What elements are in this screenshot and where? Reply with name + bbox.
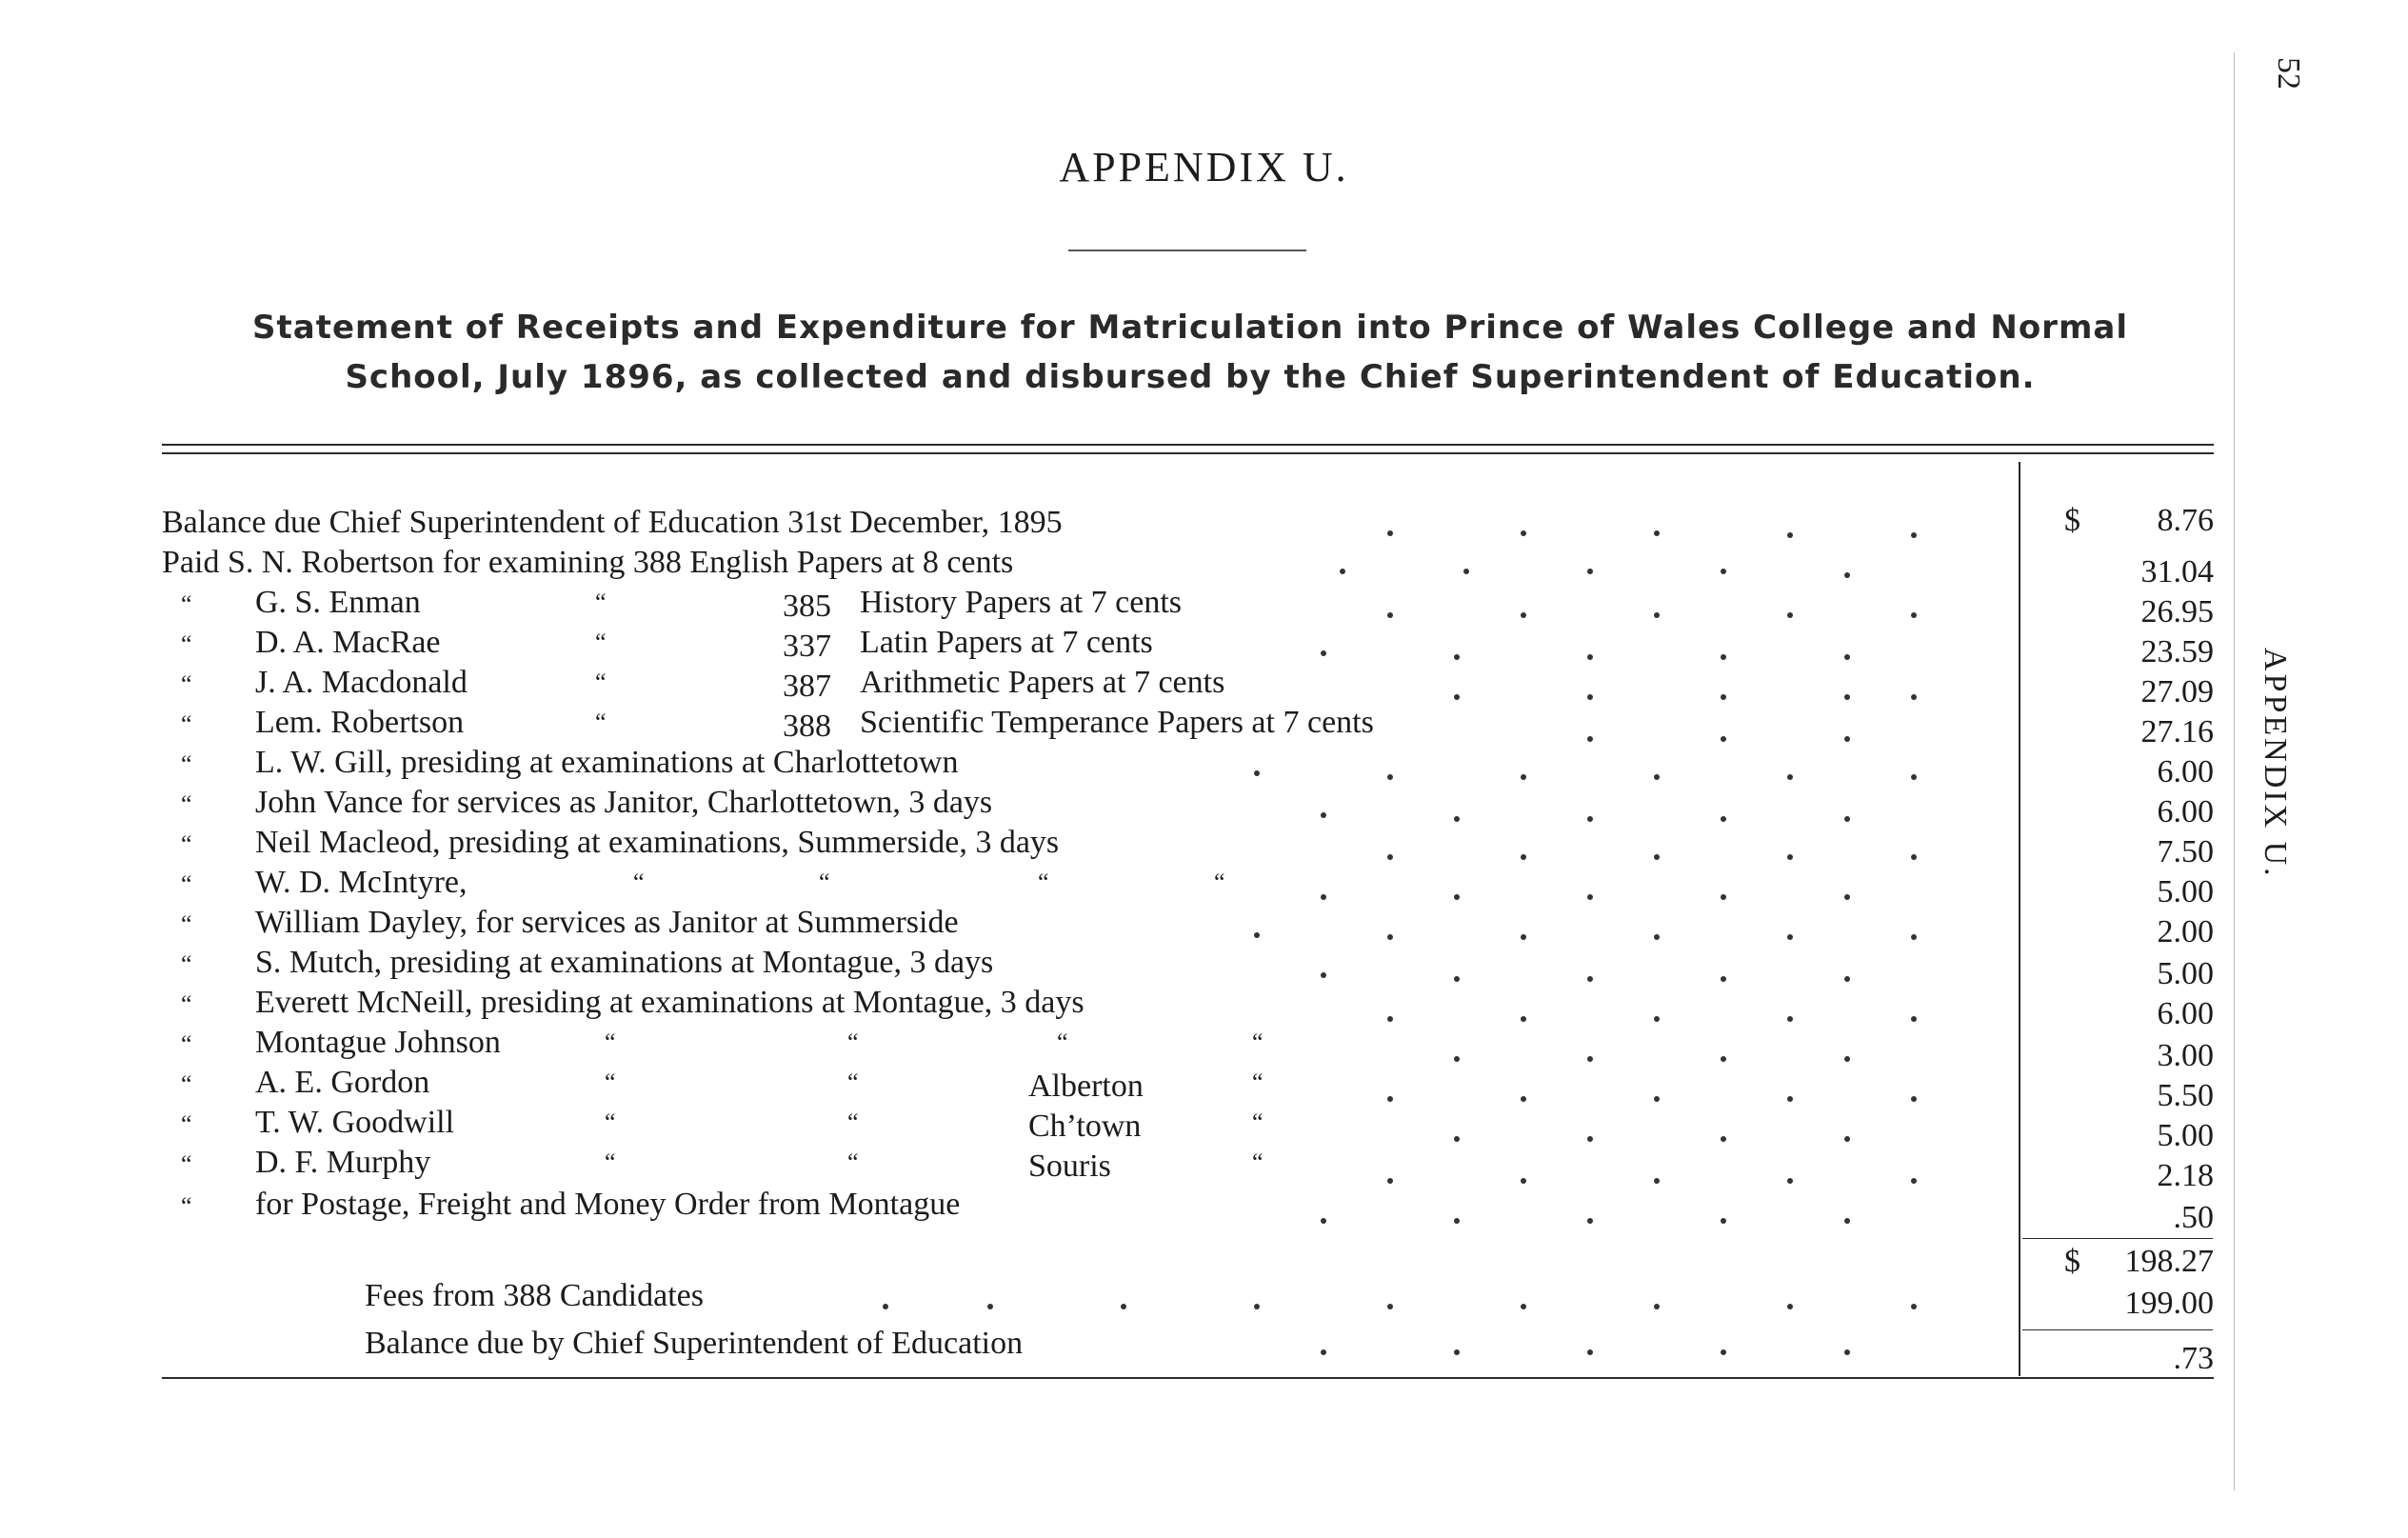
row-place: Ch’town bbox=[1028, 1109, 1142, 1144]
row-amount: 6.00 bbox=[2157, 794, 2214, 829]
ditto-mark: “ bbox=[181, 1070, 192, 1098]
row-description: Montague Johnson bbox=[255, 1025, 501, 1060]
ditto-mark: “ bbox=[181, 1030, 192, 1058]
ditto-mark: “ bbox=[181, 1110, 192, 1138]
dot-row-12 bbox=[1387, 1016, 1917, 1022]
margin-running-head: APPENDIX U. bbox=[2258, 648, 2293, 879]
ditto-mark: “ bbox=[819, 869, 830, 896]
row-detail: Scientific Temperance Papers at 7 cents bbox=[860, 705, 1374, 740]
table-bottom-rule bbox=[162, 1377, 2214, 1379]
currency-symbol-total: $ bbox=[2064, 1244, 2080, 1279]
row-amount: .50 bbox=[2173, 1200, 2214, 1235]
row-description: S. Mutch, presiding at examinations at Montague, 3 days bbox=[255, 945, 994, 980]
subtotal-rule bbox=[2022, 1238, 2213, 1239]
ditto-mark: “ bbox=[1038, 869, 1049, 896]
row-count: 387 bbox=[783, 669, 831, 704]
row-amount: 5.00 bbox=[2157, 956, 2214, 991]
ditto-mark: “ bbox=[605, 1029, 616, 1056]
dot-row-4 bbox=[1454, 694, 1917, 700]
ditto-mark: “ bbox=[1214, 869, 1225, 896]
dot-row-fees bbox=[883, 1304, 1917, 1309]
appendix-heading: APPENDIX U. bbox=[1059, 144, 1349, 190]
row-detail: History Papers at 7 cents bbox=[860, 585, 1183, 620]
dot-row-10 bbox=[1254, 932, 1917, 940]
row-description: John Vance for services as Janitor, Charlottetown, 3 days bbox=[255, 785, 993, 820]
dot-row-3 bbox=[1321, 650, 1850, 660]
row-count: 388 bbox=[783, 709, 831, 744]
ditto-mark: “ bbox=[633, 869, 645, 896]
dot-row-6 bbox=[1254, 770, 1917, 780]
page-number: 52 bbox=[2271, 57, 2306, 90]
ditto-mark: “ bbox=[1252, 1109, 1264, 1136]
ditto-mark: “ bbox=[181, 870, 192, 898]
dot-row-1 bbox=[1340, 569, 1850, 578]
fees-label: Fees from 388 Candidates bbox=[365, 1278, 704, 1313]
dot-row-11 bbox=[1321, 972, 1850, 982]
row-amount: 8.76 bbox=[2157, 503, 2214, 538]
row-count: 337 bbox=[783, 629, 831, 664]
dot-row-9 bbox=[1321, 894, 1850, 900]
row-amount: 3.00 bbox=[2157, 1038, 2214, 1073]
row-description: L. W. Gill, presiding at examinations at Charlottetown bbox=[255, 745, 959, 780]
ditto-mark: “ bbox=[181, 590, 192, 618]
row-detail: Arithmetic Papers at 7 cents bbox=[860, 665, 1225, 700]
dot-row-0 bbox=[1387, 530, 1917, 538]
ditto-mark: “ bbox=[595, 669, 607, 696]
dot-row-16 bbox=[1387, 1178, 1917, 1184]
row-description: T. W. Goodwill bbox=[255, 1105, 455, 1140]
dot-row-14 bbox=[1387, 1096, 1917, 1102]
row-amount: 31.04 bbox=[2140, 554, 2214, 589]
balance-amount: .73 bbox=[2173, 1341, 2214, 1376]
ditto-mark: “ bbox=[181, 790, 192, 818]
balance-label: Balance due by Chief Superintendent of Education bbox=[365, 1326, 1024, 1361]
row-description: Balance due Chief Superintendent of Education 31st December, 1895 bbox=[162, 505, 1063, 540]
row-amount: 27.16 bbox=[2140, 714, 2214, 749]
dot-row-7 bbox=[1321, 812, 1850, 822]
row-amount: 5.50 bbox=[2157, 1078, 2214, 1113]
subtitle-line-1: Statement of Receipts and Expenditure for Matriculation into Prince of Wales College and Normal bbox=[252, 309, 2128, 347]
row-description: D. F. Murphy bbox=[255, 1145, 431, 1180]
dot-row-15 bbox=[1454, 1136, 1850, 1142]
row-description: G. S. Enman bbox=[255, 585, 421, 620]
ditto-mark: “ bbox=[847, 1029, 859, 1056]
row-description: D. A. MacRae bbox=[255, 625, 441, 660]
subtitle-line-2: School, July 1896, as collected and disbursed by the Chief Superintendent of Education. bbox=[345, 358, 2036, 396]
ditto-mark: “ bbox=[1252, 1149, 1264, 1176]
dot-row-balance bbox=[1321, 1349, 1850, 1355]
row-description: W. D. McIntyre, bbox=[255, 865, 468, 900]
ditto-mark: “ bbox=[181, 1192, 192, 1220]
row-amount: 6.00 bbox=[2157, 996, 2214, 1031]
row-amount: 27.09 bbox=[2140, 674, 2214, 709]
row-description: Neil Macleod, presiding at examinations, Summerside, 3 days bbox=[255, 825, 1060, 860]
ditto-mark: “ bbox=[847, 1069, 859, 1096]
row-description: S. N. Robertson for examining 388 English Papers at 8 cents bbox=[227, 545, 1014, 580]
dot-row-17 bbox=[1321, 1218, 1850, 1224]
ditto-mark: “ bbox=[181, 990, 192, 1018]
row-amount: 2.18 bbox=[2157, 1158, 2214, 1193]
row-description: Lem. Robertson bbox=[255, 705, 465, 740]
row-description: Everett McNeill, presiding at examinations at Montague, 3 days bbox=[255, 985, 1085, 1020]
ditto-mark: “ bbox=[595, 589, 607, 616]
ditto-mark: “ bbox=[181, 710, 192, 738]
row-amount: 5.00 bbox=[2157, 1118, 2214, 1153]
row-amount: 6.00 bbox=[2157, 754, 2214, 789]
row-amount: 23.59 bbox=[2140, 634, 2214, 669]
ditto-mark: “ bbox=[181, 950, 192, 978]
row-description: A. E. Gordon bbox=[255, 1065, 430, 1100]
row-detail: Latin Papers at 7 cents bbox=[860, 625, 1153, 660]
ditto-mark: “ bbox=[595, 629, 607, 656]
row-prefix: Paid bbox=[162, 545, 220, 580]
ditto-mark: “ bbox=[181, 750, 192, 778]
ditto-mark: “ bbox=[181, 1150, 192, 1178]
row-amount: 7.50 bbox=[2157, 834, 2214, 869]
row-amount: 26.95 bbox=[2140, 594, 2214, 629]
row-amount: 2.00 bbox=[2157, 914, 2214, 949]
ditto-mark: “ bbox=[181, 830, 192, 858]
ditto-mark: “ bbox=[181, 630, 192, 658]
ditto-mark: “ bbox=[605, 1069, 616, 1096]
row-place: Alberton bbox=[1028, 1069, 1144, 1104]
ditto-mark: “ bbox=[1252, 1029, 1264, 1056]
fees-amount: 199.00 bbox=[2124, 1286, 2214, 1321]
ditto-mark: “ bbox=[181, 910, 192, 938]
ditto-mark: “ bbox=[847, 1149, 859, 1176]
ditto-mark: “ bbox=[181, 670, 192, 698]
ditto-mark: “ bbox=[1057, 1029, 1068, 1056]
dot-row-5 bbox=[1587, 736, 1850, 742]
row-count: 385 bbox=[783, 589, 831, 624]
total-amount: 198.27 bbox=[2124, 1244, 2214, 1279]
dot-row-8 bbox=[1387, 854, 1917, 860]
ditto-mark: “ bbox=[605, 1149, 616, 1176]
ditto-mark: “ bbox=[595, 709, 607, 736]
ditto-mark: “ bbox=[847, 1109, 859, 1136]
row-description: William Dayley, for services as Janitor at Summerside bbox=[255, 905, 959, 940]
currency-symbol: $ bbox=[2064, 503, 2080, 538]
row-description: J. A. Macdonald bbox=[255, 665, 468, 700]
dot-row-2 bbox=[1387, 612, 1917, 618]
ditto-mark: “ bbox=[1252, 1069, 1264, 1096]
dot-row-13 bbox=[1454, 1056, 1850, 1062]
fees-rule bbox=[2022, 1329, 2213, 1330]
row-amount: 5.00 bbox=[2157, 874, 2214, 909]
row-place: Souris bbox=[1028, 1149, 1111, 1184]
row-description: for Postage, Freight and Money Order from Montague bbox=[255, 1187, 961, 1222]
ditto-mark: “ bbox=[605, 1109, 616, 1136]
